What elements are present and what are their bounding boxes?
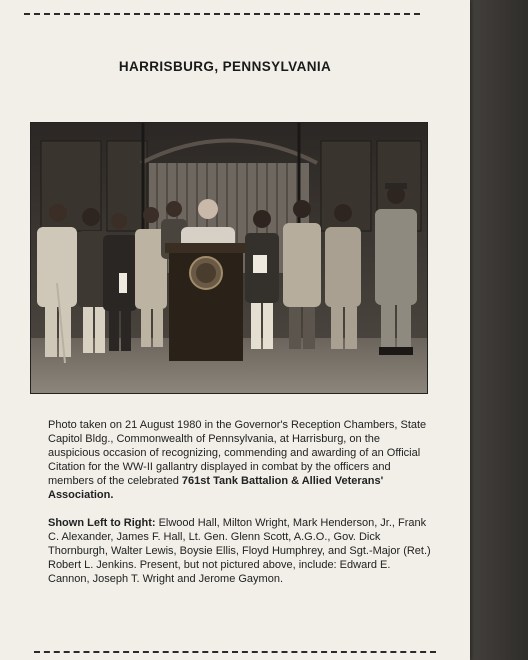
caption-highlight: 761st Tank Battalion & Allied Veterans' Association.	[48, 475, 384, 501]
names-paragraph	[48, 516, 434, 586]
caption-paragraph	[48, 418, 434, 502]
bottom-dashed-rule	[34, 651, 436, 653]
top-dashed-rule	[24, 13, 420, 15]
caption-text: Photo taken on 21 August 1980 in the Governor's Reception Chambers, State Capitol Bldg., Commonwealth of Pennsylvania, at Harrisburg, on the auspicious occasion of recognizing, commending and awarding of an Official Citation for the WW-II gallantry displayed in combat by the officers and members of the celebrated	[48, 419, 427, 487]
names-text: Elwood Hall, Milton Wright, Mark Henderson, Jr., Frank C. Alexander, James F. Hall, Lt. Gen. Glenn Scott, A.G.O., Gov. Dick Thornburgh, Walter Lewis, Boysie Ellis, Floyd Humphrey, and Sgt.-Major (Ret.) Robert L. Jenkins. Present, but not pictured above, include: Edward E. Cannon, Joseph T. Wright and Jerome Gaymon.	[48, 517, 431, 585]
page-heading: HARRISBURG, PENNSYLVANIA	[118, 59, 332, 74]
photo-caption	[48, 418, 434, 586]
names-label: Shown Left to Right:	[48, 517, 156, 529]
group-photograph	[30, 122, 428, 394]
